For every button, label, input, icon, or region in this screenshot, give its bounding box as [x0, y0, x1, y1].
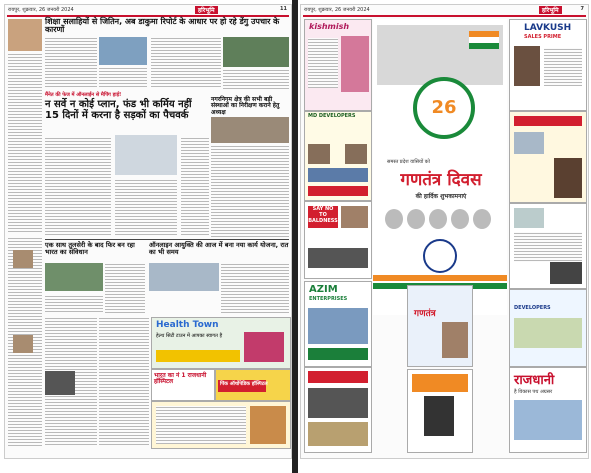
bottom-ad [151, 401, 291, 449]
mid-headline-right: ऑनलाइन आयुक्ति की आज में बना नया कार्य योजना, रात का भी समय [149, 241, 289, 256]
side-photo [211, 117, 289, 143]
right-ad-2-banner [514, 116, 582, 126]
lead-kicker: मैंनेत की फेज में ऑनलाईन से मैपिंग हाई! [45, 92, 122, 98]
right-header-rule [303, 15, 586, 17]
lead-text-1 [45, 137, 111, 237]
ganatantra-small-ad [407, 285, 473, 367]
republic-emblem: 26 [413, 77, 475, 139]
lead-text-3 [181, 137, 209, 237]
baldness-ad [304, 201, 372, 279]
right-page-number: 7 [580, 6, 584, 12]
left-page-number: 11 [280, 6, 287, 12]
ganatantra-portrait [442, 322, 468, 358]
ganatantra-small-title: गणतंत्र [414, 309, 436, 319]
auto-ad [304, 367, 372, 453]
story-text-1 [45, 37, 97, 89]
side-headline: नगरनिगम क्षेत्र की सभी बड़ी संस्थाओं का निरीक्षण कराने हेतु अध्यक्ष [211, 96, 280, 116]
newspaper-left-page [4, 4, 292, 459]
rajdhani-sub: है विकास पथ अग्रसर [514, 389, 553, 395]
developers-ad [509, 289, 587, 367]
saffron-band [373, 275, 507, 281]
health-town-sub: हेल्थ सिटी टाउन में आपका स्वागत है [156, 333, 223, 339]
hospital-ad-title: भारत का नं 1 राजधानी हॉस्पिटल [154, 372, 207, 386]
right-ad-2-image [514, 132, 544, 154]
right-ad-3-portrait [550, 262, 582, 284]
lavkush-portrait [514, 46, 540, 86]
right-ad-2-portrait [554, 158, 582, 198]
baldness-title: SAY NO TO BALDNESS [308, 206, 338, 228]
right-ad-3-image [514, 208, 544, 228]
rajdhani-ad [509, 367, 587, 453]
leaders-portraits [385, 209, 495, 229]
lavkush-text [544, 48, 582, 86]
developers-image [514, 318, 582, 348]
azim-ad [304, 281, 372, 367]
small-portrait [13, 250, 33, 268]
baldness-image [341, 206, 368, 228]
md-title: MD DEVELOPERS [308, 113, 356, 119]
rajdhani-image [514, 400, 582, 440]
azim-sub: ENTERPRISES [309, 296, 348, 302]
hospital-ad-2-title: पिंक ऑर्थोपेडिक हॉस्पिटल [220, 381, 268, 387]
lavkush-title: LAVKUSH [524, 23, 572, 33]
lead-text-2 [115, 179, 177, 237]
lead-headline: न सर्वे न कोई प्लान, फंड भी कर्मिय नहीं 15 दिनों में करना है सड़कों का पैचवर्क [45, 99, 192, 121]
left-column-text [8, 53, 42, 233]
kishmish-title: kishmish [309, 22, 350, 31]
hospital-ad [151, 369, 215, 401]
story-text-4 [223, 69, 289, 89]
developers-title: DEVELOPERS [514, 305, 551, 311]
health-ad-banner [156, 350, 240, 362]
center-bottom-ad [407, 369, 473, 453]
left-edition-line: रायपुर, शुक्रवार, 26 जनवरी 2024 [8, 7, 74, 13]
republic-day-feature [373, 19, 507, 315]
mid-text-left [105, 263, 145, 313]
newspaper-right-page [300, 4, 589, 459]
center-bottom-banner [412, 374, 468, 392]
lavkush-ad [509, 19, 587, 111]
mid-text-left-2 [45, 295, 103, 313]
column-photo [8, 19, 42, 51]
center-pre-text: समस्त प्रदेश वासियों को [387, 159, 430, 165]
mid-photo-right [149, 263, 219, 291]
rajdhani-title: राजधानी [514, 373, 555, 388]
md-portrait-2 [345, 144, 367, 164]
md-portrait [308, 144, 330, 164]
health-ad-image [244, 332, 284, 362]
baldness-photo-row [308, 248, 368, 268]
republic-day-subtitle: की हार्दिक शुभकामनाएं [415, 193, 467, 200]
mid-rule [45, 239, 289, 240]
md-developers-ad [304, 111, 372, 201]
bottom-ad-text [156, 406, 246, 444]
auto-banner [308, 371, 368, 383]
center-bottom-portrait [424, 396, 454, 436]
story-text-3 [151, 37, 221, 89]
black-box [45, 371, 75, 395]
auto-photo [308, 422, 368, 446]
md-photo-row [308, 168, 368, 182]
azim-banner [308, 348, 368, 360]
tricolor-flag [469, 31, 499, 49]
right-ad-2 [509, 111, 587, 203]
small-portrait-2 [13, 335, 33, 353]
story-photo-1 [99, 37, 147, 65]
mid-photo-left [45, 263, 103, 291]
side-text [211, 145, 289, 237]
page-gutter [292, 0, 298, 473]
mid-headline-left: एक साथ तुलसेरी के बाद फिर बन रहा भारत का संविधान [45, 241, 135, 256]
story-photo-2 [223, 37, 289, 67]
kishmish-text [308, 38, 338, 88]
kishmish-model [341, 36, 369, 92]
auto-vehicles [308, 388, 368, 418]
top-story-headline: शिक्षा सलाहियों से जितिन, अब डाकुमा रिपोर्ट के आधार पर हो रहे डेंगु उपचार के कारणों [45, 17, 280, 35]
right-masthead: हरिभूमि [539, 6, 562, 14]
right-ad-3 [509, 203, 587, 289]
md-banner [308, 186, 368, 196]
bottom-ad-image [250, 406, 286, 444]
left-masthead: हरिभूमि [195, 6, 218, 14]
health-town-title: Health Town [156, 320, 219, 330]
lavkush-sub: SALES PRIME [524, 34, 562, 40]
story-text-2 [99, 67, 147, 89]
ashoka-chakra-icon [423, 239, 457, 273]
azim-title: AZIM [309, 284, 338, 295]
mid-text-right [221, 263, 289, 313]
right-edition-line: रायपुर, शुक्रवार, 26 जनवरी 2024 [304, 7, 370, 13]
lead-photo-building [115, 135, 177, 175]
azim-products [308, 308, 368, 344]
right-ad-3-text [514, 232, 582, 262]
hospital-ad-2 [215, 369, 291, 401]
health-town-ad [151, 317, 291, 369]
kishmish-ad [304, 19, 372, 111]
lower-text-2 [99, 317, 149, 447]
republic-day-title: गणतंत्र दिवस [400, 170, 482, 190]
